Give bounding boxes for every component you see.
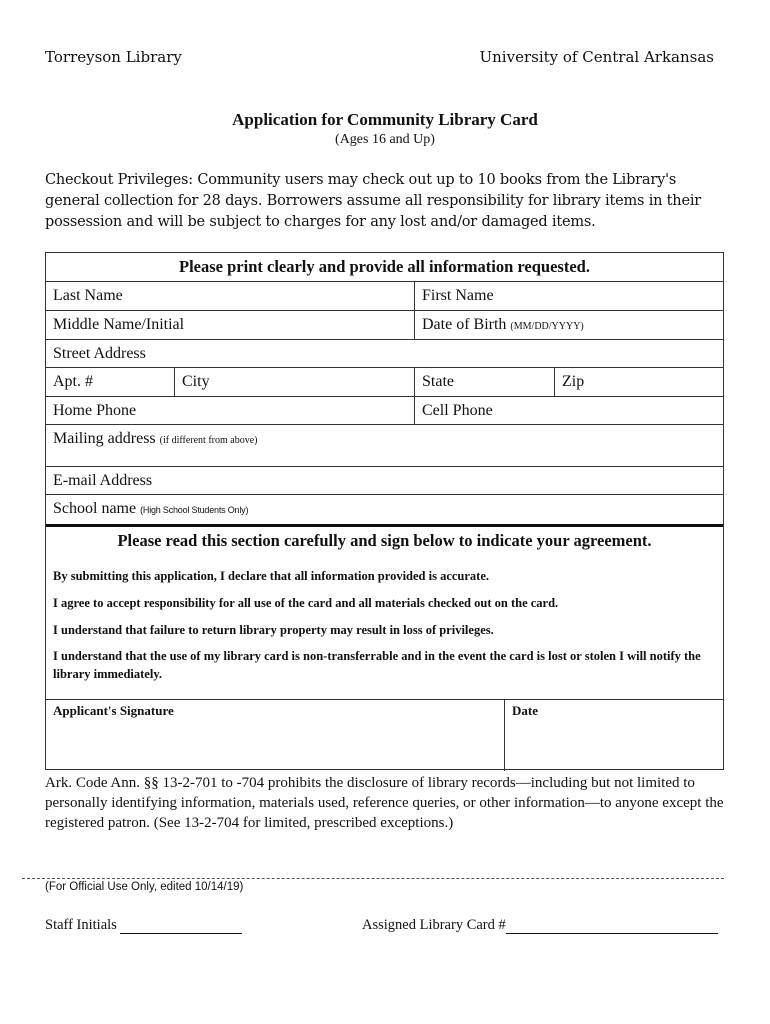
form-heading-row [46, 253, 723, 282]
last-name-label: Last Name [53, 287, 123, 304]
street-row [46, 340, 723, 368]
first-name-field[interactable] [414, 282, 723, 310]
school-row [46, 495, 723, 527]
dob-label: Date of Birth [422, 316, 507, 333]
signature-date-field[interactable] [504, 700, 723, 771]
mailing-address-field[interactable] [46, 425, 723, 466]
state-field[interactable] [414, 368, 554, 396]
mailing-address-note: (if different from above) [159, 435, 258, 446]
mailing-row [46, 425, 723, 467]
mailing-address-label: Mailing address [53, 430, 156, 447]
page-title: Application for Community Library Card [232, 110, 538, 129]
cell-phone-field[interactable] [414, 397, 723, 424]
assigned-card-line [506, 919, 718, 934]
home-phone-field[interactable] [46, 397, 414, 424]
address-row [46, 368, 723, 397]
email-field[interactable] [46, 467, 723, 494]
email-row [46, 467, 723, 495]
header-library-name: Torreyson Library [45, 48, 182, 66]
agreement-item-accuracy: By submitting this application, I declare that all information provided is accurate. [53, 569, 490, 583]
phone-row [46, 397, 723, 425]
state-label: State [422, 373, 454, 390]
official-use-note: (For Official Use Only, edited 10/14/19) [45, 881, 244, 893]
school-name-field[interactable] [46, 495, 723, 524]
middle-name-label: Middle Name/Initial [53, 316, 185, 333]
agreement-item-privileges: I understand that failure to return library property may result in loss of privileges. [53, 623, 494, 637]
middle-dob-row [46, 311, 723, 340]
last-name-field[interactable] [46, 282, 414, 310]
signature-row [46, 700, 723, 771]
school-name-note: (High School Students Only) [140, 505, 249, 515]
city-label: City [182, 373, 210, 390]
dob-format: (MM/DD/YYYY) [510, 321, 584, 332]
signature-date-label: Date [512, 703, 538, 718]
staff-initials-field[interactable] [45, 917, 242, 934]
page-subtitle: (Ages 16 and Up) [335, 132, 435, 147]
staff-initials-line [120, 919, 242, 934]
school-name-label: School name [53, 500, 137, 517]
checkout-privileges-text: Checkout Privileges: Community users may check out up to 10 books from the Library's general collection for 28 days. Borrowers assume all responsibility for library items in their possession and will be subject to charges for any lost and/or damaged items. [45, 172, 701, 230]
apt-label: Apt. # [53, 373, 93, 390]
dob-field[interactable] [414, 311, 723, 339]
name-row [46, 282, 723, 311]
middle-name-field[interactable] [46, 311, 414, 339]
zip-label: Zip [562, 373, 585, 390]
city-field[interactable] [174, 368, 414, 396]
street-address-label: Street Address [53, 345, 146, 362]
application-form [45, 252, 724, 770]
street-address-field[interactable] [46, 340, 723, 367]
home-phone-label: Home Phone [53, 402, 137, 419]
assigned-card-field[interactable] [362, 917, 718, 934]
form-heading: Please print clearly and provide all information requested. [179, 257, 590, 276]
signature-field[interactable] [46, 700, 504, 771]
agreement-heading: Please read this section carefully and sign below to indicate your agreement. [117, 531, 652, 550]
agreement-item-responsibility: I agree to accept responsibility for all use of the card and all materials checked out on the card. [53, 596, 559, 610]
cell-phone-label: Cell Phone [422, 402, 493, 419]
official-use-divider [22, 878, 724, 879]
staff-initials-label: Staff Initials [45, 917, 117, 933]
assigned-card-label: Assigned Library Card # [362, 917, 506, 933]
legal-notice: Ark. Code Ann. §§ 13-2-701 to -704 prohibits the disclosure of library records—including but not limited to personally identifying information, materials used, reference queries, or other information—to anyone except the registered patron. (See 13-2-704 for limited, prescribed exceptions.) [45, 775, 724, 831]
agreement-section [46, 527, 723, 700]
first-name-label: First Name [422, 287, 494, 304]
zip-field[interactable] [554, 368, 723, 396]
email-label: E-mail Address [53, 472, 153, 489]
signature-label: Applicant's Signature [53, 703, 174, 718]
apt-field[interactable] [46, 368, 174, 396]
agreement-item-transfer: I understand that the use of my library card is non-transferrable and in the event the card is lost or stolen I will notify the library immediately. [53, 649, 701, 681]
header-university-name: University of Central Arkansas [479, 48, 714, 66]
